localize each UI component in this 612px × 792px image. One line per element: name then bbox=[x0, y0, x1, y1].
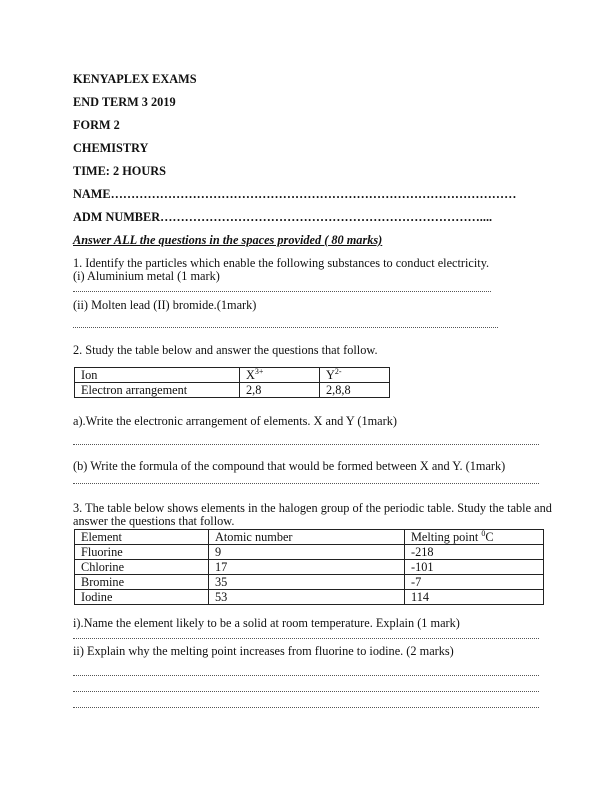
cell: 35 bbox=[209, 575, 405, 590]
header-cell: Atomic number bbox=[209, 530, 405, 545]
table-row bbox=[75, 560, 544, 575]
exam-term: END TERM 3 2019 bbox=[73, 95, 176, 109]
halogen-table bbox=[74, 529, 544, 605]
school-name: KENYAPLEX EXAMS bbox=[73, 72, 197, 86]
cell: 17 bbox=[209, 560, 405, 575]
answer-line[interactable] bbox=[73, 327, 498, 328]
answer-line[interactable] bbox=[73, 483, 539, 484]
cell: $Y^{2-}$ bbox=[320, 368, 390, 383]
table-row bbox=[75, 575, 544, 590]
cell: 2,8 bbox=[240, 383, 320, 398]
ion-table bbox=[74, 367, 390, 398]
q2-b: (b) Write the formula of the compound that would be formed between X and Y. (1mark) bbox=[73, 459, 506, 473]
answer-line[interactable] bbox=[73, 691, 539, 692]
cell: -218 bbox=[405, 545, 544, 560]
cell: Iodine bbox=[75, 590, 209, 605]
q3-ii: ii) Explain why the melting point increases from fluorine to iodine. (2 marks) bbox=[73, 644, 454, 658]
cell: -7 bbox=[405, 575, 544, 590]
q1-text: 1. Identify the particles which enable the following substances to conduct electricity. bbox=[73, 256, 490, 270]
q2-a: a).Write the electronic arrangement of elements. X and Y (1mark) bbox=[73, 414, 397, 428]
q1-ii: (ii) Molten lead (II) bromide.(1mark) bbox=[73, 298, 257, 312]
header-cell: Melting point $^0$C bbox=[405, 530, 544, 545]
cell: Bromine bbox=[75, 575, 209, 590]
answer-line[interactable] bbox=[73, 638, 539, 639]
answer-line[interactable] bbox=[73, 291, 491, 292]
cell: 53 bbox=[209, 590, 405, 605]
table-row bbox=[75, 545, 544, 560]
q3-text-cont: answer the questions that follow. bbox=[73, 514, 235, 528]
answer-line[interactable] bbox=[73, 444, 539, 445]
cell: $X^{3+}$ bbox=[240, 368, 320, 383]
instructions: Answer ALL the questions in the spaces provided ( 80 marks) bbox=[73, 233, 383, 247]
form: FORM 2 bbox=[73, 118, 120, 132]
q2-text: 2. Study the table below and answer the questions that follow. bbox=[73, 343, 378, 357]
adm-number-field[interactable]: ADM NUMBER…………………………………………………………………….... bbox=[73, 210, 493, 224]
q1-i: (i) Aluminium metal (1 mark) bbox=[73, 269, 220, 283]
table-row bbox=[75, 590, 544, 605]
cell: Fluorine bbox=[75, 545, 209, 560]
cell: Chlorine bbox=[75, 560, 209, 575]
header-cell: Element bbox=[75, 530, 209, 545]
subject: CHEMISTRY bbox=[73, 141, 149, 155]
q3-i: i).Name the element likely to be a solid at room temperature. Explain (1 mark) bbox=[73, 616, 460, 630]
answer-line[interactable] bbox=[73, 675, 539, 676]
cell: -101 bbox=[405, 560, 544, 575]
time: TIME: 2 HOURS bbox=[73, 164, 166, 178]
answer-line[interactable] bbox=[73, 707, 539, 708]
q3-text: 3. The table below shows elements in the halogen group of the periodic table. Study the table and bbox=[73, 501, 552, 515]
name-field[interactable]: NAME……………………………………………………………………………………… bbox=[73, 187, 517, 201]
cell: 9 bbox=[209, 545, 405, 560]
cell: 2,8,8 bbox=[320, 383, 390, 398]
cell: Electron arrangement bbox=[75, 383, 240, 398]
cell: Ion bbox=[75, 368, 240, 383]
cell: 114 bbox=[405, 590, 544, 605]
